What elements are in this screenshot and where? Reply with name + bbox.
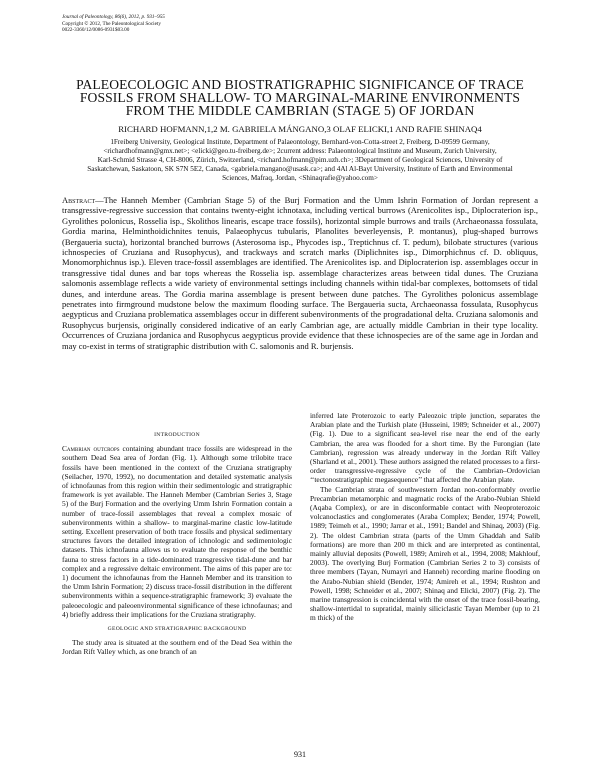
page-number: 931 xyxy=(294,750,306,759)
affiliation-line: Karl-Schmid Strasse 4, CH-8006, Zürich, Switzerland, <richard.hofmann@pim.uzh.ch>; 3Department of Geological Sciences, University of xyxy=(97,156,503,165)
right-paragraph-1: inferred late Proterozoic to early Paleozoic triple junction, separates the Arabian plate and the Turkish plate (Husseini, 1989; Schneider et al., 2007) (Fig. 1). Due to a significant sea-level rise near the end of the early Cambrian, the area was flooded for a short time. By the Furongian (late Cambrian), regression was already underway in the Jordan Rift Valley (Sharland et al., 2001). These authors assigned the related processes to a first-order transgressive-regressive cycle of the Cambrian–Ordovician ‘‘tectonostratigraphic megasequence’’ that affected the Arabian plate. xyxy=(310,411,540,485)
journal-issn: 0022-3360/12/0086-0931$03.00 xyxy=(62,27,130,34)
intro-text: containing abundant trace fossils are widespread in the southern Dead Sea area of Jordan (Fig. 1). Although some trilobite trace fossils have been mentioned in the context of the Cruziana stratigraphy (Seilacher, 1970, 1992), no documentation and detailed systematic analysis of ichnofaunas from this region within their sedimentologic and stratigraphic framework is yet available. The Hanneh Member (Cambrian Series 3, Stage 5) of the Burj Formation and the overlying Umm Ishrin Formation contain a number of trace-fossil assemblages that reveal a complex mosaic of subenvironments within a shallow- to marginal-marine clastic low-latitude setting. Excellent preservation of both trace fossils and physical sedimentary structures favors the detailed integration of ichnologic and sedimentologic datasets. This ichnofauna allows us to evaluate the response of the benthic fauna to stress factors in a tide-dominated transgressive tidal-dune and bar complex and a regressive deltaic environment. The aims of this paper are to: 1) document the ichnofaunas from the Hanneh Member and its transition to the Umm Ishrin Formation; 2) discuss trace-fossil distribution in the different subenvironments within a sequence-stratigraphic framework; 3) evaluate the paleoecologic and paleoenvironmental significance of these ichnofaunas; and 4) briefly address their implications for the Cruziana stratigraphy. xyxy=(62,444,292,619)
geology-paragraph: The study area is situated at the southern end of the Dead Sea within the Jordan Rift Valley which, as one branch of an xyxy=(62,638,292,657)
journal-header xyxy=(62,14,165,34)
article-title xyxy=(40,78,560,118)
affiliation-line: Sciences, Mafraq, Jordan, <Shinaqrafie@yahoo.com> xyxy=(222,174,378,183)
abstract-text: —The Hanneh Member (Cambrian Stage 5) of the Burj Formation and the Umm Ishrin Formation of Jordan represent a transgressive-regressive succession that contains twenty-eight ichnotaxa, including vertical burrows (Arenicolites isp., Diplocraterion isp., Gyrolithes polonicus, Rosselia isp., Skolithos linearis, escape trace fossils), horizontal simple burrows and trails (Archaeonassa fossulata, Gordia marina, Helminthoidichnites tenuis, Palaeophycus tubularis, Planolites beverleyensis, P. montanus), plug-shaped burrows (Bergaueria sucta), horizontal branched burrows (Asterosoma isp., Phycodes isp., Treptichnus cf. T. pedum), bilobate structures (various ichnospecies of Cruziana and Rusophycus), and trackways and scratch marks (Diplichnites isp., Dimorphichnus cf. D. obliquus, Monomorphichnus isp.). Eleven trace-fossil assemblages are identified. The Arenicolites isp. and Diplocraterion isp. assemblages occur in transgressive tidal dunes and bar tops whereas the Rosselia isp. assemblage characterizes areas between tidal dunes. The Cruziana salomonis assemblage reflects a wide variety of environmental settings including channels within tidal-bar complexes, bottomsets of tidal dunes, and interdune areas. The Gordia marina assemblage is present between dune patches. The Gyrolithes polonicus assemblage penetrates into firmground mudstone below the maximum flooding surface. The Bergaueria sucta, Archaeonassa fossulata, Rusophycus aegypticus and Cruziana problematica assemblages occur in different subenvironments of the progradational delta. Cruziana salomonis and Rusophycus burjensis, originally considered indicative of an early Cambrian age, are actually middle Cambrian in their type locality. Occurrences of Cruziana jordanica and Rusophycus aegypticus provide evidence that these ichnospecies are of the same age in Jordan and may co-exist in terms of stratigraphic distribution with C. salomonis and R. burjensis. xyxy=(62,195,538,351)
geology-heading: GEOLOGIC AND STRATIGRAPHIC BACKGROUND xyxy=(107,626,247,633)
intro-heading: INTRODUCTION xyxy=(154,432,200,438)
author-list: RICHARD HOFMANN,1,2 M. GABRIELA MÁNGANO,3 OLAF ELICKI,1 AND RAFIE SHINAQ4 xyxy=(118,124,482,134)
affiliation-line: <richardhofmann@gmx.net>; <elicki@geo.tu-freiberg.de>; 2current address: Palaeontological Institute and Museum, Zurich University, xyxy=(103,147,497,156)
right-column xyxy=(310,411,540,623)
affiliation-line: 1Freiberg University, Geological Institute, Department of Palaeontology, Bernhard-von-Cotta-street 2, Freiberg, D-09599 Germany, xyxy=(110,138,490,146)
intro-paragraph xyxy=(62,444,292,619)
left-column xyxy=(62,428,292,657)
title-line: FROM THE MIDDLE CAMBRIAN (STAGE 5) OF JORDAN xyxy=(125,103,475,119)
abstract-label: Abstract xyxy=(62,195,96,205)
affiliation-line: Saskatchewan, Saskatoon, SK S7N 5E2, Canada, <gabriela.mangano@usask.ca>; and 4Al Al-Bayt University, Institute of Earth and Environmental xyxy=(87,165,513,174)
right-paragraph-2: The Cambrian strata of southwestern Jordan non-conformably overlie Precambrian metamorphic and magmatic rocks of the Arabo-Nubian Shield (Aqaba Complex), or are in disconformable contact with Neoproterozoic volcanoclastics and conglomerates (Araba Complex; Bender, 1974; Powell, 1989; Teimeh et al., 1990; Jarrar et al., 1991; Bandel and Shinaq, 2003) (Fig. 2). The oldest Cambrian strata (parts of the Umm Ghaddah and Salib formations) are more than 200 m thick and are interpreted as continental, mainly alluvial deposits (Powell, 1989; Amireh et al., 1994, 2008; Makhlouf, 2003). The overlying Burj Formation (Cambrian Series 2 to 3) consists of three members (Tayan, Numayri and Hanneh) recording marine flooding on the Arabo-Nubian shield (Bender, 1974; Amireh et al., 1994; Rushton and Powell, 1998; Schneider et al., 2007; Shinaq and Elicki, 2007) (Fig. 2). The marine transgression is coincidental with the onset of the trace fossil-bearing, shallow-intertidal to supratidal, mainly siliciclastic Tayan Member (up to 21 m thick) of the xyxy=(310,484,540,623)
journal-copyright: Copyright © 2012, The Paleontological Society xyxy=(62,20,161,27)
journal-citation: Journal of Paleontology, 86(6), 2012, p. 931–955 xyxy=(62,14,165,20)
intro-lead: Cambrian outcrops xyxy=(62,444,120,454)
title-line: FOSSILS FROM SHALLOW- TO MARGINAL-MARINE ENVIRONMENTS xyxy=(79,90,521,106)
title-line: PALEOECOLOGIC AND BIOSTRATIGRAPHIC SIGNIFICANCE OF TRACE xyxy=(76,77,524,92)
affiliations xyxy=(62,138,538,183)
abstract xyxy=(62,195,538,351)
